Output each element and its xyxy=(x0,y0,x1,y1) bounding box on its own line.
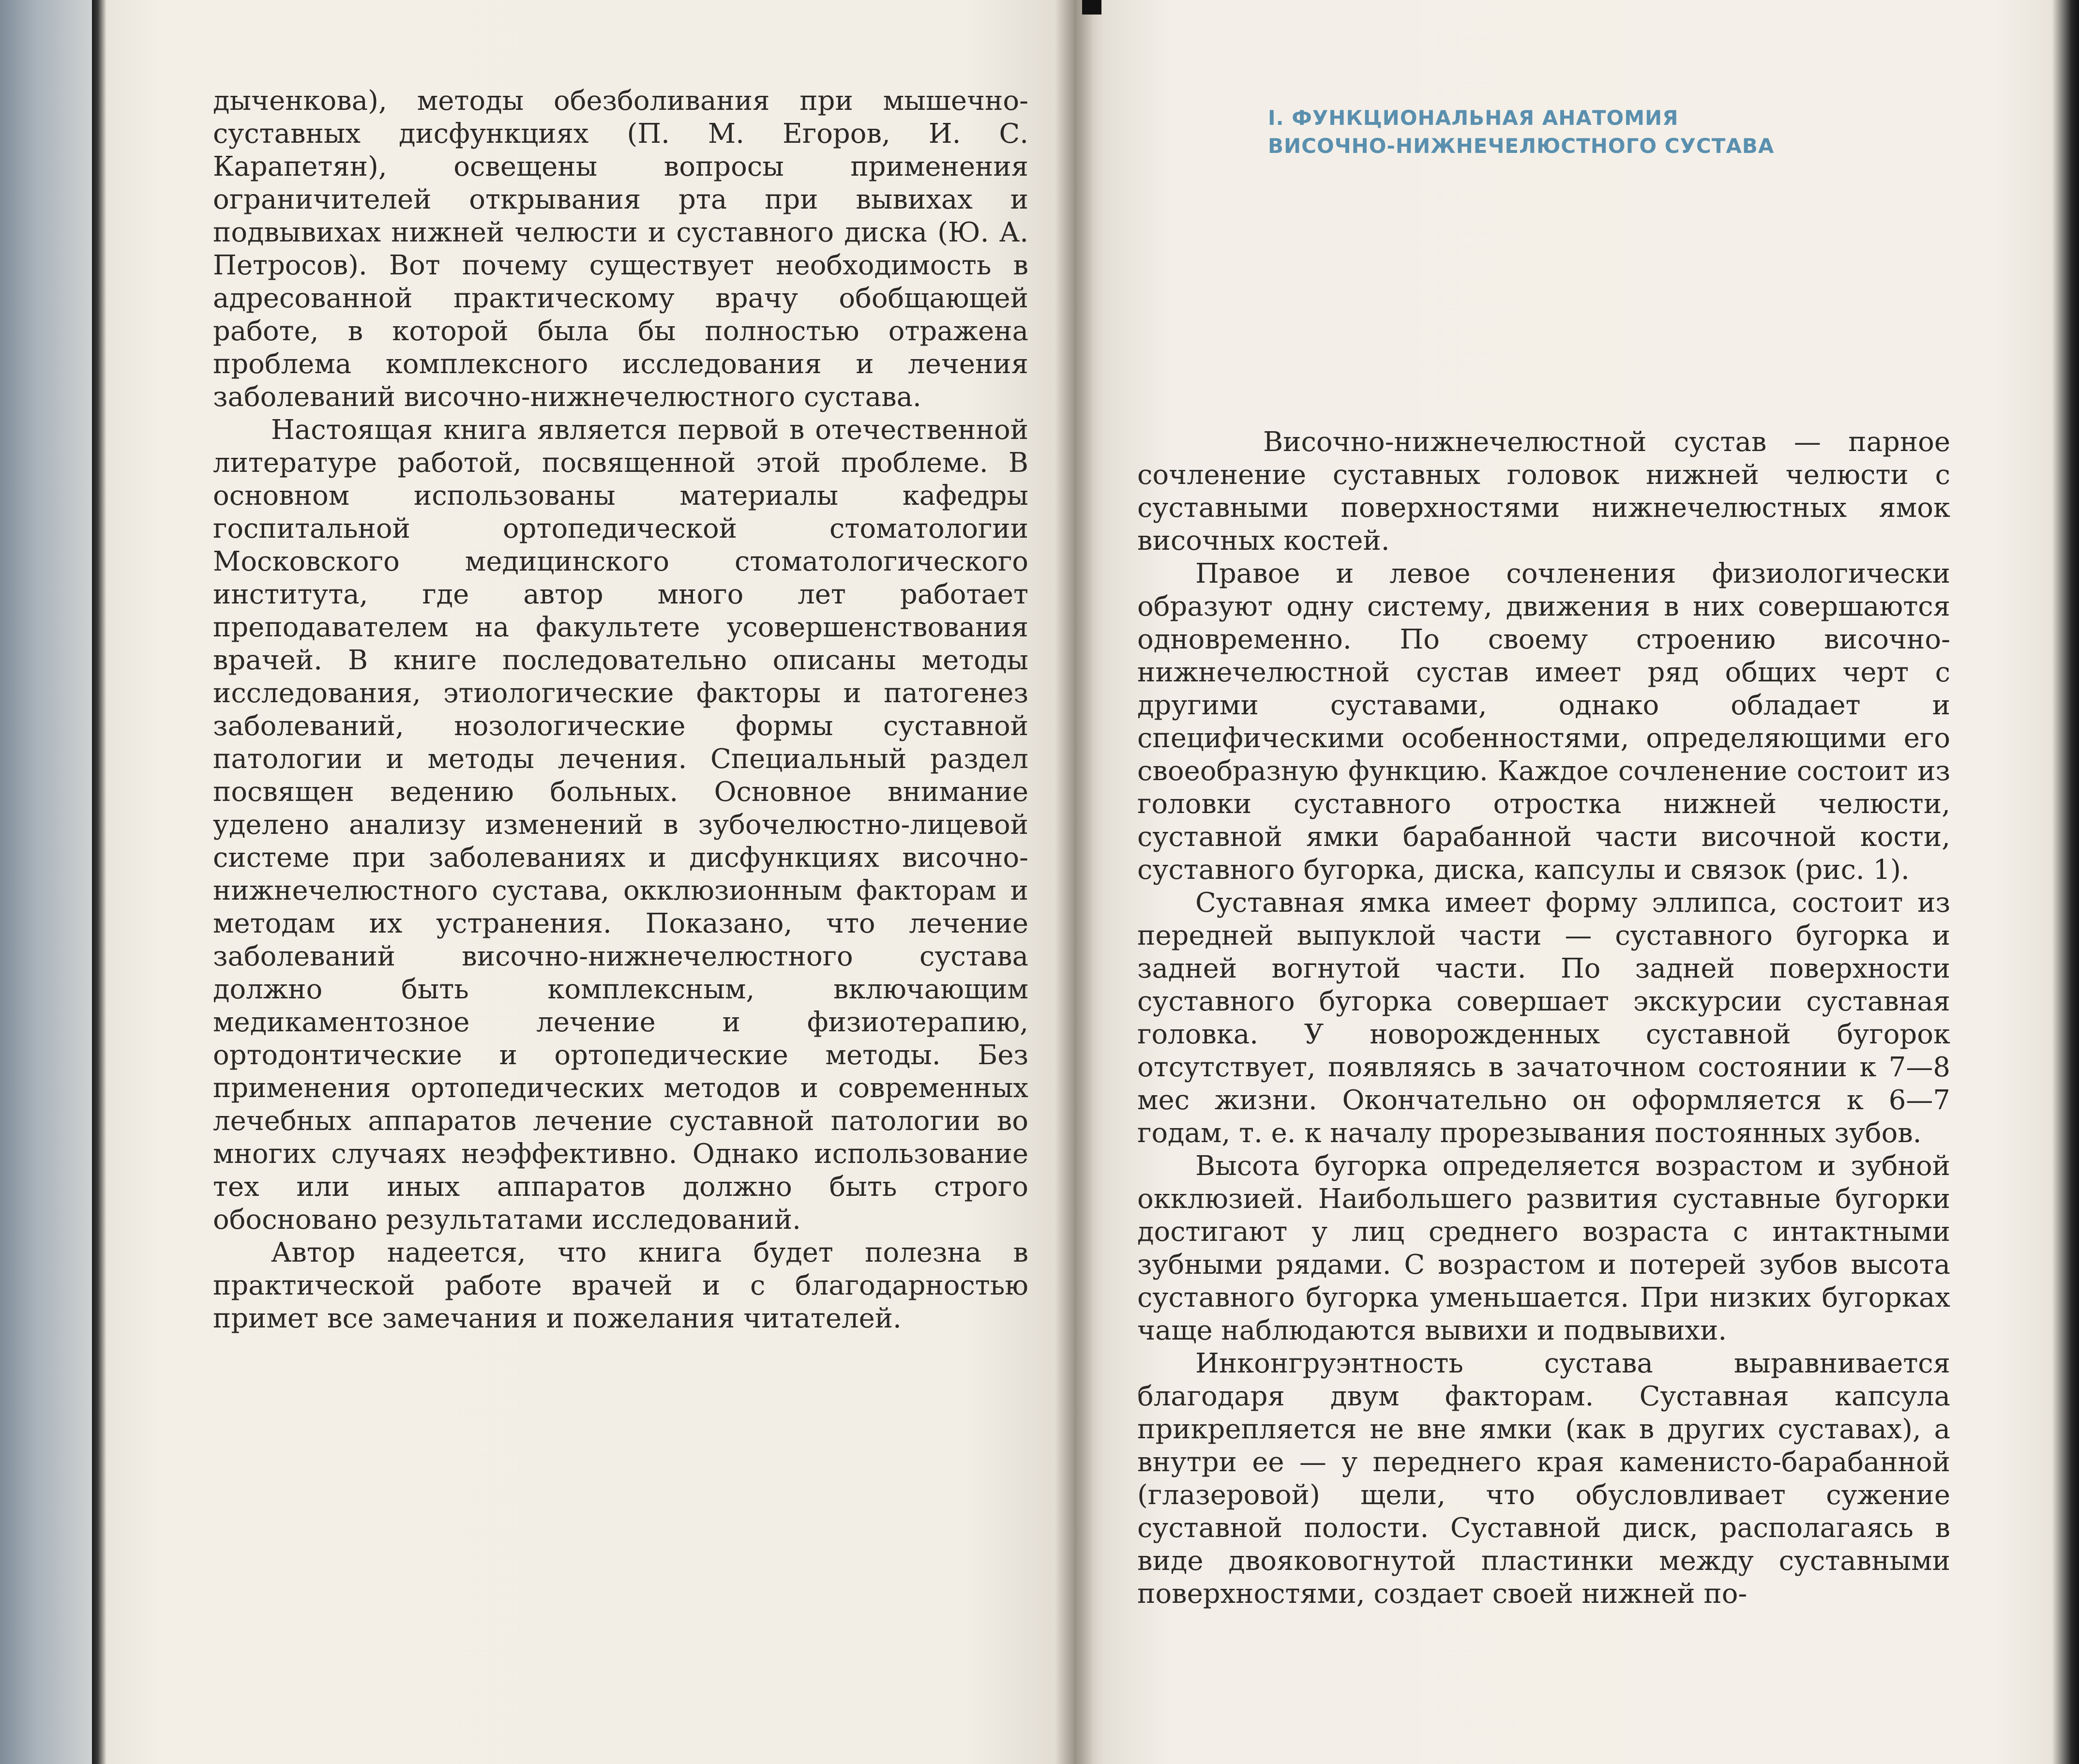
right-paragraph-5: Инконгруэнтность сустава выравнивается благодаря двум факторам. Суставная капсула прикрепляется не вне ямки (как в других суставах), а внутри ее — у переднего края каменисто-барабанной (глазеровой) щели, что обусловливает сужение суставной полости. Суставной диск, располагаясь в виде двояковогнутой пластинки между суставными поверхностями, создает своей нижней по- xyxy=(1137,1348,1950,1610)
right-page xyxy=(1074,0,2079,1764)
left-paragraph-3: Автор надеется, что книга будет полезна в практической работе врачей и с благодарностью примет все замечания и пожелания читателей. xyxy=(213,1237,1028,1334)
chapter-heading-line-2: ВИСОЧНО-НИЖНЕЧЕЛЮСТНОГО СУСТАВА xyxy=(1268,134,1775,158)
right-paragraph-3: Суставная ямка имеет форму эллипса, состоит из передней выпуклой части — суставного бугорка и задней вогнутой части. По задней поверхности суставного бугорка совершает экскурсии суставная головка. У новорожденных суставной бугорок отсутствует, появляясь в зачаточном состоянии к 7—8 мес жизни. Окончательно он оформляется к 6—7 годам, т. е. к началу прорезывания постоянных зубов. xyxy=(1137,887,1950,1149)
right-paragraph-1: Височно-нижнечелюстной сустав — парное сочленение суставных головок нижней челюсти с суставными поверхностями нижнечелюстных ямок височных костей. xyxy=(1137,426,1950,557)
right-paragraph-2: Правое и левое сочленения физиологически образуют одну систему, движения в них совершаются одновременно. По своему строению височно-нижнечелюстной сустав имеет ряд общих черт с другими суставами, однако обладает и специфическими особенностями, определяющими его своеобразную функцию. Каждое сочленение состоит из головки суставного отростка нижней челюсти, суставной ямки барабанной части височной кости, суставного бугорка, диска, капсулы и связок (рис. 1). xyxy=(1137,558,1950,886)
chapter-heading-line-1: I. ФУНКЦИОНАЛЬНАЯ АНАТОМИЯ xyxy=(1268,106,1679,130)
scan-edge-mark xyxy=(1082,0,1101,15)
left-page-body xyxy=(213,85,1028,1335)
chapter-heading xyxy=(1268,104,1774,160)
left-paragraph-1: дыченкова), методы обезболивания при мышечно-суставных дисфункциях (П. М. Егоров, И. С. Карапетян), освещены вопросы применения ограничителей открывания рта при вывихах и подвывихах нижней челюсти и суставного диска (Ю. А. Петросов). Вот почему существует необходимость в адресованной практическому врачу обобщающей работе, в которой была бы полностью отражена проблема комплексного исследования и лечения заболеваний височно-нижнечелюстного сустава. xyxy=(213,85,1028,413)
left-page xyxy=(92,0,1074,1764)
book-gutter xyxy=(1055,0,1094,1764)
book-binding-edge xyxy=(0,0,92,1764)
left-paragraph-2: Настоящая книга является первой в отечественной литературе работой, посвященной этой проблеме. В основном использованы материалы кафедры госпитальной ортопедической стоматологии Московского медицинского стоматологического института, где автор много лет работает преподавателем на факультете усовершенствования врачей. В книге последовательно описаны методы исследования, этиологические факторы и патогенез заболеваний, нозологические формы суставной патологии и методы лечения. Специальный раздел посвящен ведению больных. Основное внимание уделено анализу изменений в зубочелюстно-лицевой системе при заболеваниях и дисфункциях височно-нижнечелюстного сустава, окклюзионным факторам и методам их устранения. Показано, что лечение заболеваний височно-нижнечелюстного сустава должно быть комплексным, включающим медикаментозное лечение и физиотерапию, ортодонтические и ортопедические методы. Без применения ортопедических методов и современных лечебных аппаратов лечение суставной патологии во многих случаях неэффективно. Однако использование тех или иных аппаратов должно быть строго обосновано результатами исследований. xyxy=(213,414,1028,1236)
right-page-body xyxy=(1137,426,1950,1611)
right-paragraph-4: Высота бугорка определяется возрастом и зубной окклюзией. Наибольшего развития суставные бугорки достигают у лиц среднего возраста с интактными зубными рядами. С возрастом и потерей зубов высота суставного бугорка уменьшается. При низких бугорках чаще наблюдаются вывихи и подвывихи. xyxy=(1137,1150,1950,1346)
